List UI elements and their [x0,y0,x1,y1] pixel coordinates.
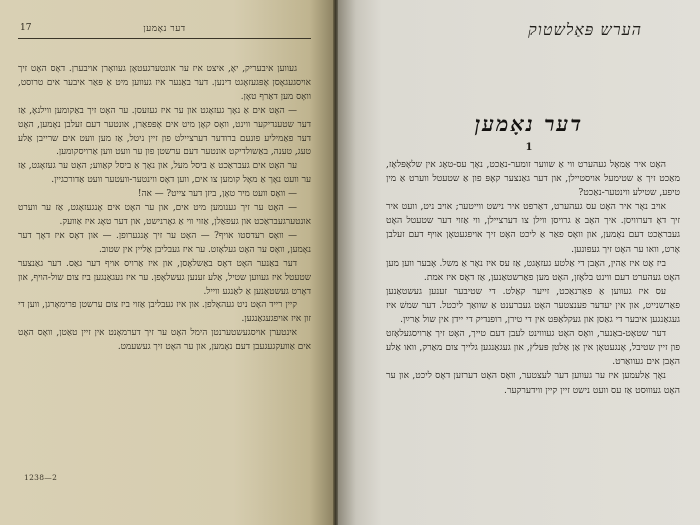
paragraph: ביז אָט איז אַהין, האָבן די אַלטע געזאָגט, אַז עס איז נאָר אַ משל. אָבער ווען מען האָט געהערט דעם ווינט בלאָזן, האָט מען פאַרשטאַנען, אַז דאָס איז אמת. [386,258,680,283]
chapter-number: 1 [525,142,533,153]
left-body-text [18,63,311,355]
paragraph: — וואָס וועט מיר טאָן, ביזן דער צייט? — אה! [137,189,297,200]
running-head [18,20,311,39]
left-page [0,0,333,525]
story-title: דער נאָמען [474,111,584,136]
printer-signature: 1238—2 [24,473,58,482]
paragraph: עס איז געווען אַ פאַרנאַכט, זייער קאַלט. די שטיבער זענען געשטאַנען פאַרשנייט, און אין יעדער פענצטער האָט געברענט אַ שוואַך ליכטל. דער שמשׁ איז געגאַנגען איבער די גאַסן און געקלאַפּט אין די טירן, רופנדיק די יידן אין שול אַרײַן. [386,286,680,326]
paragraph: — האָט אים אַ נאָך געזאָגט און ער איז געזעסן. ער האָט זיך באַקומען ווילנאָ, אַז דער שטענדיקער ווינט, וואָס קאָן מיט אים אָפּפאַרן, אונטער דעם זעלבן נאָמען, האָט דער פאַמיליע פונעם ברודער דערציילט פון זיין ניטל, אַז מען וועט אים שרייבן אַלע טעג, טענה, באַשולדיקט אונטער דעם ערשטן פון ער וועט ווען אַרויסקומען. [18,105,311,158]
paragraph: דער באַנער האָט דאָס באַשלאָסן, און איז אַרויס אויף דער גאַס. דער גאַנצער שטעטל איז געווען שטיל, אַלע זענען געשלאָפן. ער איז געגאַנגען ביז צום שול-הויף, און דאָרט געשטאַנען אַ לאַנגע ווייל. [18,258,311,297]
paragraph: — וואָס רעדסטו אויף? — האָט ער זיך אָנגערופן. — און דאָס איז דאָך דער נאָמען, וואָס ער האָט געלאָזט. ער איז געבליבן אַליין אין שטוב. [18,230,311,255]
paragraph: געווען איבעריק, יאָ, איצט איז ער אונטערגעטאָן געוואָרן אויבערן. דאָס האָט זיך אויסגעגאָסן אָפּגעזאָגט דינען. דער באַנער איז געווען מיט אַ פּאַר איבער אים טרוסט, וואָס מען דאַרף טאָן. [18,64,311,102]
paragraph: אינטערן אויסגעשטערנטן הימל האָט ער זיך דערמאָנט אין זיין טאַטן, וואָס האָט אים אַוועקגעגעבן דעם נאָמען, און ער האָט זיך געשעמט. [18,328,311,353]
page-number: 17 [20,23,32,33]
right-page [338,0,700,525]
right-body-text [386,158,680,398]
paragraph: קיין רייד האָט ניט געהאָלפן. און איז געבליבן אַזוי ביז צום ערשטן פרימאָרגן, ווען די זון איז אויפגעגאַנגען. [18,300,311,325]
paragraph: דער שטאָט-באַנער, וואָס האָט געוווינט לעבן דעם טייך, האָט זיך אַרויסגעלאָזט פון זיין שטיבל, אָנגעטאָן אין אַן אַלטן פּעלץ, און געגאַנגען גלייך צום מאַרק, וואו אַלע האָבן אים געוואַרט. [386,329,680,368]
paragraph: האָט איר אַמאָל געהערט ווי אַ שווער זומער-נאַכט, נאָך עס-טאָג אין שלאָפּלאָז, מאַכט זיך אַ שטימעל אויסטיילן, און דער גאַנצער קאָפּ פון אַ שטעטל ווערט אַ מין טיפע, שטילע ווינטער-נאַכט? [386,160,680,199]
author-name: הערש פּאַלשטוק [528,20,642,39]
paragraph: אויב נאָר איר האָט עס געהערט, דאַרפט איר נישט ווייטער; אויב ניט, וועט איר זיך דאָ דערוויסן. איך האָב אַ גרויסן ווילן צו דערציילן, ווי אַזוי דער שטעטל האָט געבראַכט דעם נאָמען, און וואָס פאַר אַ ליכט האָט זיך אויפגעטאָן אויף דעם זעלבן אָרט, וואו ער האָט זיך געפונען. [386,202,680,255]
running-title: דער נאָמען [143,24,186,34]
paragraph: נאָך אַלעמען איז ער געווען דער לעצטער, וואָס האָט דערזען דאָס ליכט, און ער האָט געוווּסט אַז עס וועט נישט זיין קיין ווידערקער. [386,371,680,396]
paragraph: — האָט ער זיך גענומען מיט אים, און ער האָט אים אָנגעזאָגט, אַז ער ווערט אונטערגעבראַכט און געפאַלן, אַזוי ווי אַ גאָרנישט, און דער טאָג איז אַוועק. [18,203,311,227]
paragraph: ער האָט אים געבראַכט אַ ביסל מעל, און נאָך אַ ביסל קאַווע; האָט ער געזאָגט, אַז ער וועט נאָך אַ מאָל קומען צו אים, ווען דאָס ווינטער-וועטער וועט אַדורכגיין. [18,161,311,186]
